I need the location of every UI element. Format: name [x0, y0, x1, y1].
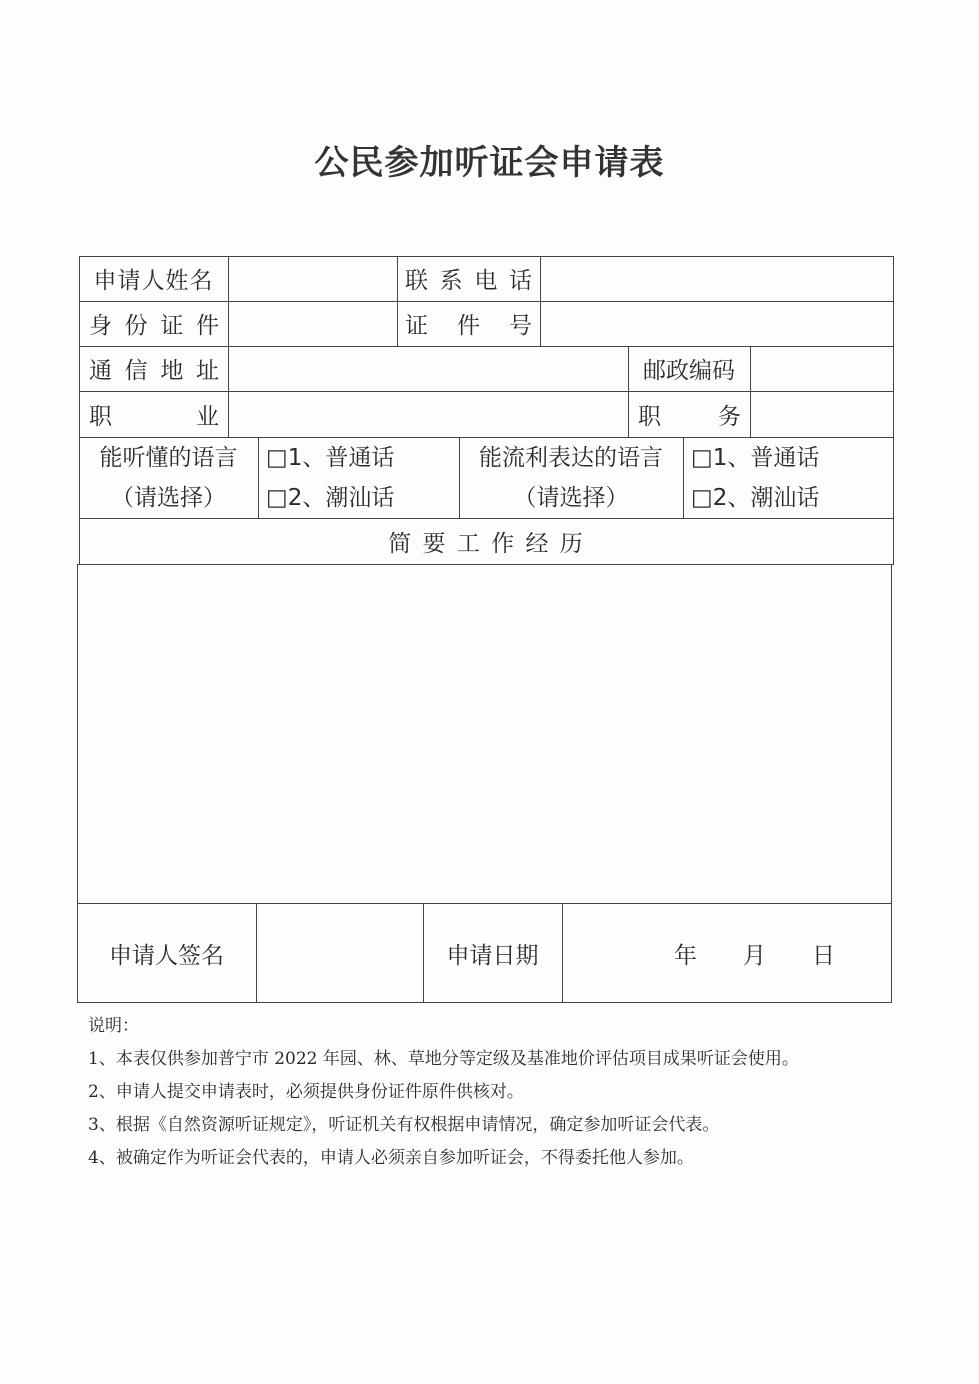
- date-label: 申请日期: [446, 942, 539, 969]
- fluent-language-options: [691, 437, 891, 518]
- address-label: [89, 346, 219, 391]
- fluent-language-label: [459, 437, 683, 518]
- position-label-char: 职: [638, 403, 661, 430]
- position-field[interactable]: [750, 391, 894, 437]
- id-number-label-char: 号: [509, 313, 532, 339]
- fluent-option-teochew[interactable]: □2、潮汕话: [691, 484, 820, 511]
- understood-language-label: [79, 437, 258, 518]
- position-label: [638, 391, 741, 437]
- day-label: 日: [812, 942, 835, 969]
- understood-language-options: [266, 437, 456, 518]
- notes-heading: 说明：: [88, 1016, 139, 1036]
- occupation-label-char: 业: [196, 403, 219, 430]
- occupation-field[interactable]: [228, 391, 628, 437]
- address-label-char: 信: [124, 358, 148, 384]
- understood-language-hint: （请选择）: [111, 484, 226, 511]
- id-type-label: [89, 301, 219, 346]
- understood-option-teochew[interactable]: □2、潮汕话: [266, 484, 395, 511]
- occupation-label: [89, 391, 219, 437]
- phone-label-char: 电: [474, 268, 498, 294]
- phone-label-char: 话: [508, 268, 532, 294]
- phone-field[interactable]: [540, 256, 894, 301]
- date-field[interactable]: [562, 903, 892, 1003]
- applicant-name-label: 申请人姓名: [93, 268, 214, 294]
- applicant-name-field[interactable]: [228, 256, 397, 301]
- id-type-field[interactable]: [228, 301, 397, 346]
- notes-section: [88, 1010, 799, 1175]
- phone-label: [405, 256, 532, 301]
- fluent-language-title: 能流利表达的语言: [479, 444, 663, 471]
- address-label-char: 地: [160, 358, 184, 384]
- postcode-field[interactable]: [750, 346, 894, 391]
- occupation-label-char: 职: [89, 403, 112, 430]
- understood-option-mandarin[interactable]: □1、普通话: [266, 444, 395, 471]
- postcode-label: 邮政编码: [643, 358, 735, 384]
- address-field[interactable]: [228, 346, 628, 391]
- note-item: 2、申请人提交申请表时，必须提供身份证件原件供核对。: [88, 1082, 524, 1102]
- id-number-label-char: 件: [457, 313, 480, 339]
- month-label: 月: [743, 942, 766, 969]
- phone-label-char: 联: [405, 268, 428, 294]
- signature-field[interactable]: [256, 903, 423, 1003]
- position-label-char: 务: [718, 403, 741, 430]
- note-item: 4、被确定作为听证会代表的，申请人必须亲自参加听证会，不得委托他人参加。: [88, 1148, 694, 1168]
- id-type-label-char: 证: [160, 313, 184, 339]
- year-label: 年: [674, 942, 697, 969]
- id-type-label-char: 身: [89, 313, 112, 339]
- id-type-label-char: 份: [124, 313, 148, 339]
- form-title: 公民参加听证会申请表: [314, 143, 665, 183]
- fluent-language-hint: （请选择）: [513, 484, 629, 511]
- understood-language-title: 能听懂的语言: [99, 444, 238, 471]
- address-label-char: 通: [89, 358, 112, 384]
- note-item: 3、根据《自然资源听证规定》，听证机关有权根据申请情况，确定参加听证会代表。: [88, 1115, 720, 1135]
- note-item: 1、本表仅供参加普宁市 2022 年园、林、草地分等定级及基准地价评估项目成果听证会使用。: [88, 1049, 799, 1069]
- id-number-label-char: 证: [405, 313, 428, 339]
- phone-label-char: 系: [439, 268, 463, 294]
- work-history-label: 简 要 工 作 经 历: [388, 531, 585, 557]
- fluent-option-mandarin[interactable]: □1、普通话: [691, 444, 820, 471]
- address-label-char: 址: [195, 358, 219, 384]
- signature-label: 申请人签名: [109, 942, 224, 969]
- id-type-label-char: 件: [195, 313, 219, 339]
- id-number-label: [405, 301, 532, 346]
- work-history-field[interactable]: [78, 565, 891, 903]
- id-number-field[interactable]: [540, 301, 894, 346]
